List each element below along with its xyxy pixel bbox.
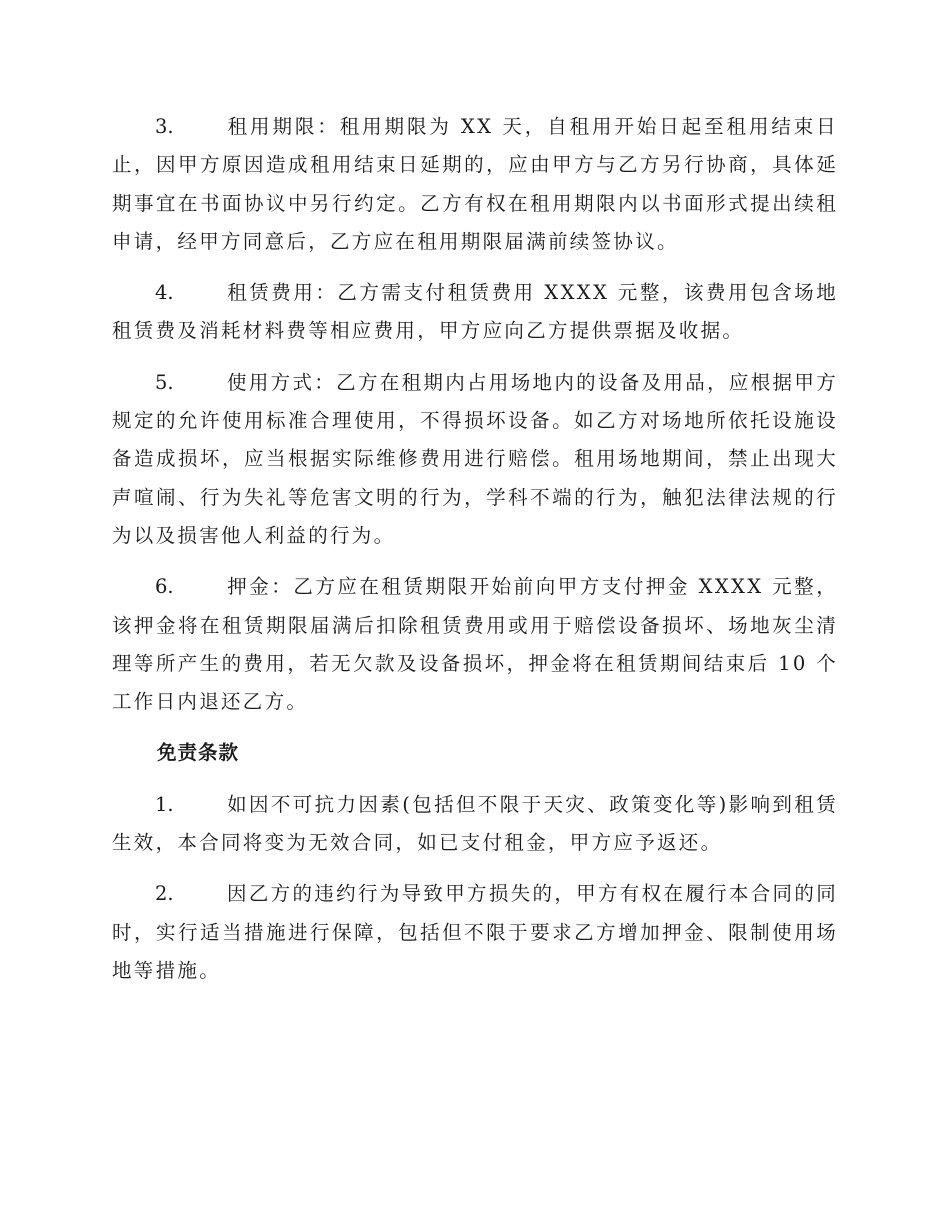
clause-number: 3. [155, 115, 174, 138]
disclaimer-item-2 [112, 875, 838, 990]
clause-number: 2. [155, 882, 174, 906]
clause-text: 租赁费用：乙方需支付租赁费用 XXXX 元整，该费用包含场地租赁费及消耗材料费等相应费用，甲方应向乙方提供票据及收据。 [112, 281, 838, 343]
clause-text: 如因不可抗力因素(包括但不限于天灾、政策变化等)影响到租赁生效，本合同将变为无效合同，如已支付租金，甲方应予返还。 [112, 792, 838, 855]
clause-text: 因乙方的违约行为导致甲方损失的，甲方有权在履行本合同的同时，实行适当措施进行保障，包括但不限于要求乙方增加押金、限制使用场地等措施。 [112, 882, 838, 982]
clause-number: 6. [155, 575, 174, 599]
clause-5 [112, 364, 838, 555]
clause-number: 1. [155, 792, 174, 816]
section-heading-disclaimer: 免责条款 [157, 741, 240, 765]
disclaimer-item-1 [112, 786, 838, 863]
document-page [112, 108, 838, 1003]
clause-text: 押金：乙方应在租赁期限开始前向甲方支付押金 XXXX 元整，该押金将在租赁期限届满后扣除租赁费用或用于赔偿设备损坏、场地灰尘清理等所产生的费用，若无欠款及设备损坏，押金将在租赁期间结束后 10 个工作日内退还乙方。 [112, 575, 838, 714]
clause-number: 5. [155, 370, 174, 394]
clause-text: 使用方式：乙方在租期内占用场地内的设备及用品，应根据甲方规定的允许使用标准合理使用，不得损坏设备。如乙方对场地所依托设施设备造成损坏，应当根据实际维修费用进行赔偿。租用场地期间，禁止出现大声喧闹、行为失礼等危害文明的行为，学科不端的行为，触犯法律法规的行为以及损害他人利益的行为。 [112, 370, 838, 547]
clause-6 [112, 568, 838, 721]
clause-text: 租用期限：租用期限为 XX 天，自租用开始日起至租用结束日止，因甲方原因造成租用结束日延期的，应由甲方与乙方另行协商，具体延期事宜在书面协议中另行约定。乙方有权在租用期限内以书面形式提出续租申请，经甲方同意后，乙方应在租用期限届满前续签协议。 [112, 115, 838, 253]
clause-3 [112, 108, 838, 261]
clause-4 [112, 274, 838, 351]
clause-number: 4. [155, 281, 174, 305]
